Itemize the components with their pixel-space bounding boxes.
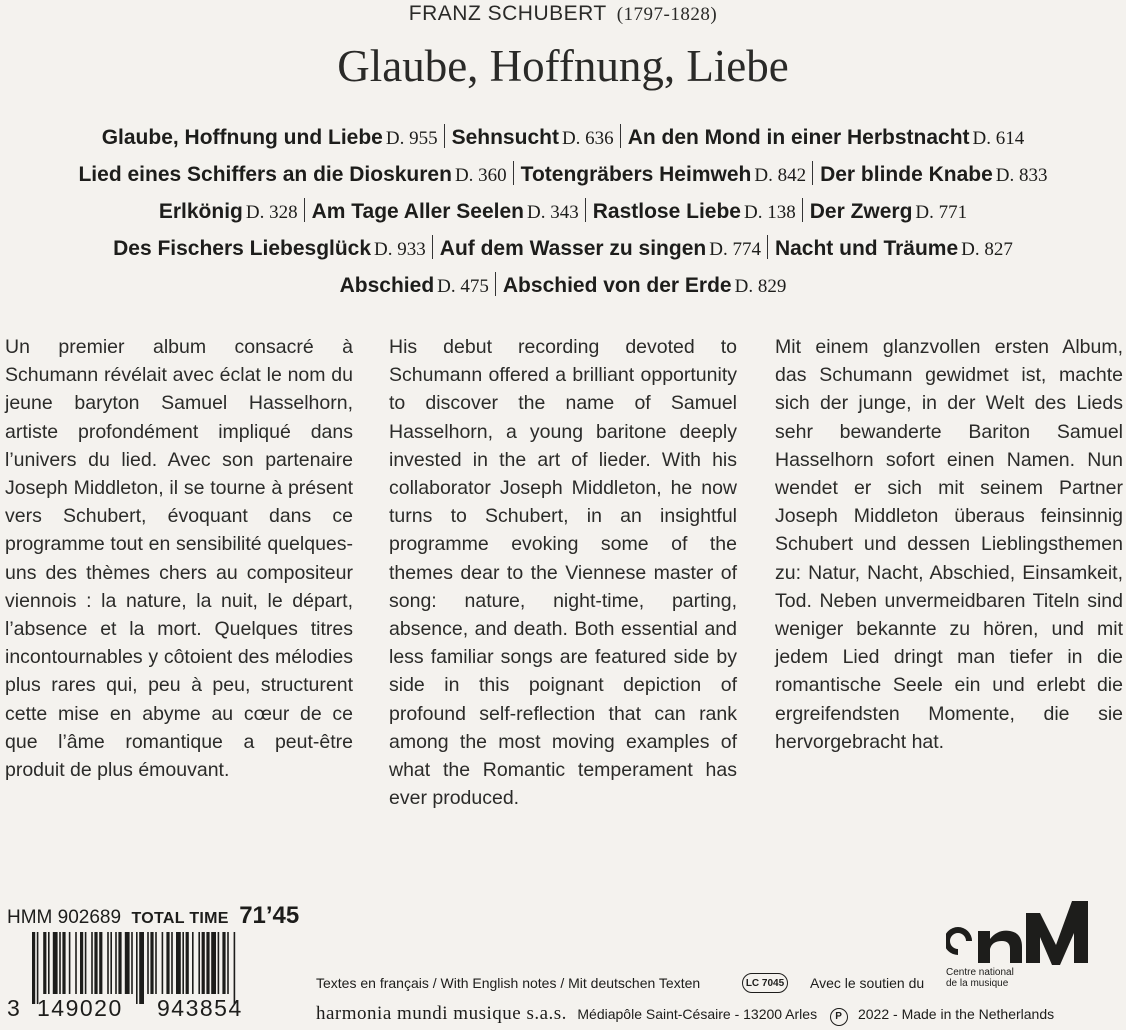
copyright-text: 2022 - Made in the Netherlands	[857, 1006, 1055, 1022]
barcode-bar	[125, 932, 130, 994]
track-separator	[802, 198, 803, 222]
track-item	[340, 274, 489, 297]
track-title: Lied eines Schiffers an die Dioskuren	[78, 163, 452, 186]
track-title: Des Fischers Liebesglück	[113, 237, 372, 260]
track-item	[452, 126, 614, 149]
lc-badge-icon: LC 7045	[742, 973, 788, 993]
barcode-bar	[110, 932, 112, 994]
album-title: Glaube, Hoffnung, Liebe	[337, 41, 789, 91]
barcode-icon	[32, 932, 278, 1004]
barcode-bar	[202, 932, 205, 994]
barcode-bar	[234, 932, 236, 1004]
track-title: Auf dem Wasser zu singen	[439, 237, 707, 260]
paragraph-english: His debut recording devoted to Schumann offered a brilliant opportunity to discover the name of Samuel Hasselhorn, a young baritone deeply invested in the art of lieder. With his collaborator Joseph Middleton, he now turns to Schubert, in an insightful programme evoking some of the themes dear to the Viennese master of song: nature, night-time, parting, absence, and death. Both essential and less familiar songs are featured side by side in this poignant depiction of profound self-reflection that can rank among the most moving examples of what the Romantic temperament has ever produced.	[389, 336, 737, 810]
barcode-bar	[147, 932, 149, 994]
barcode-bar	[171, 932, 173, 994]
track-separator	[620, 124, 621, 148]
track-item	[312, 200, 579, 223]
barcode-bar	[91, 932, 93, 994]
track-item	[810, 200, 967, 223]
barcode-bar	[222, 932, 225, 994]
text-french	[5, 333, 353, 784]
barcode-bar	[43, 932, 46, 994]
track-item	[503, 274, 786, 297]
total-time-value: 71’45	[239, 902, 300, 929]
barcode-bar	[53, 932, 58, 994]
support-note: Avec le soutien du	[810, 975, 925, 991]
track-title: An den Mond in einer Herbstnacht	[627, 126, 970, 149]
barcode-digit-lead: 3	[7, 995, 22, 1021]
text-english	[389, 333, 737, 812]
track-title: Am Tage Aller Seelen	[311, 200, 525, 223]
barcode-digit-group-2: 943854	[157, 995, 243, 1021]
track-catalog-number: D. 955	[385, 128, 438, 149]
track-catalog-number: D. 827	[961, 239, 1013, 260]
barcode-bar	[136, 932, 138, 1004]
barcode-bar	[118, 932, 121, 994]
track-item	[820, 163, 1047, 186]
barcode-bar	[80, 932, 83, 994]
barcode-bar	[75, 932, 77, 994]
track-item	[628, 126, 1025, 149]
barcode-bar	[32, 932, 35, 1004]
track-title: Abschied	[339, 274, 435, 297]
track-separator	[304, 198, 305, 222]
barcode-bar	[206, 932, 209, 994]
barcode-bar	[115, 932, 117, 994]
barcode-bar	[69, 932, 71, 994]
barcode-bar	[150, 932, 153, 994]
track-separator	[767, 235, 768, 259]
barcode-bar	[186, 932, 189, 994]
track-item	[113, 237, 426, 260]
barcode-bar	[227, 932, 229, 994]
track-title: Der blinde Knabe	[820, 163, 993, 186]
paragraph-german: Mit einem glanzvollen ersten Album, das Schumann gewidmet ist, machte sich der junge, in der Welt des Lieds sehr bewanderte Bariton Samuel Hasselhorn sofort einen Namen. Nun wendet er sich mit seinem Partner Joseph Middleton überaus feinsinnig Schubert und dessen Lieblingsthemen zu: Natur, Nacht, Abschied, Einsamkeit, Tod. Neben unvermeidbaren Titeln sind weniger bekannte zu hören, und mit jedem Lied dringt man tiefer in die romantische Seele ein und erlebt die ergreifendsten Momente, die sie hervorgebracht hat.	[775, 336, 1123, 753]
barcode-bar	[139, 932, 144, 1004]
track-list	[0, 123, 1126, 308]
track-item	[521, 163, 806, 186]
publisher-address: Médiapôle Saint-Césaire - 13200 Arles	[577, 1006, 818, 1022]
track-separator	[513, 161, 514, 185]
track-catalog-number: D. 343	[527, 202, 579, 223]
track-separator	[585, 198, 586, 222]
composer-header	[0, 2, 1126, 26]
cnm-caption-line-1: Centre national	[946, 967, 1014, 978]
barcode-bar	[198, 932, 200, 994]
barcode-bars	[32, 932, 278, 1004]
track-catalog-number: D. 842	[754, 165, 807, 186]
track-item	[78, 163, 506, 186]
track-separator	[444, 124, 445, 148]
track-title: Erlkönig	[158, 200, 243, 223]
track-line	[0, 197, 1126, 234]
barcode-bar	[182, 932, 184, 994]
track-catalog-number: D. 475	[437, 276, 489, 297]
barcode-bar	[211, 932, 216, 994]
catalog-info	[7, 902, 299, 930]
catalog-number: HMM 902689	[7, 907, 122, 928]
paragraph-french: Un premier album consacré à Schumann révélait avec éclat le nom du jeune baryton Samuel Hasselhorn, artiste profondément impliqué dans l’univers du lied. Avec son partenaire Joseph Middleton, il se tourne à présent vers Schubert, évoquant dans ce programme tout en sensibilité quelques-uns des thèmes chers au compositeur viennois : la nature, la nuit, le départ, l’absence et la mort. Quelques titres incontournables y côtoient des mélodies plus rares qui, peu à peu, structurent cette mise en abyme au cœur de ce que l’âme romantique a peut-être produit de plus émouvant.	[5, 336, 353, 782]
barcode-bar	[218, 932, 220, 994]
track-catalog-number: D. 933	[374, 239, 426, 260]
track-title: Rastlose Liebe	[592, 200, 741, 223]
composer-dates: (1797-1828)	[616, 4, 718, 25]
barcode-bar	[62, 932, 65, 994]
barcode-bar	[94, 932, 97, 994]
track-catalog-number: D. 774	[709, 239, 761, 260]
barcode-bar	[37, 932, 39, 1004]
track-catalog-number: D. 614	[972, 128, 1025, 149]
track-line	[0, 271, 1126, 308]
composer-name: FRANZ SCHUBERT	[408, 2, 607, 25]
barcode-bar	[107, 932, 109, 994]
track-catalog-number: D. 138	[743, 202, 796, 223]
track-catalog-number: D. 328	[245, 202, 298, 223]
track-title: Nacht und Träume	[774, 237, 959, 260]
phonogram-p-icon: P	[830, 1008, 848, 1026]
track-catalog-number: D. 829	[734, 276, 787, 297]
barcode-digit-group-1: 149020	[37, 995, 123, 1021]
cnm-logo-icon	[946, 893, 1096, 977]
track-separator	[495, 272, 496, 296]
track-title: Der Zwerg	[809, 200, 913, 223]
track-item	[593, 200, 796, 223]
total-time-label: TOTAL TIME	[131, 910, 229, 927]
track-item	[159, 200, 298, 223]
track-title: Glaube, Hoffnung und Liebe	[101, 126, 383, 149]
track-title: Sehnsucht	[451, 126, 559, 149]
track-line	[0, 234, 1126, 271]
publisher-line	[316, 1003, 1054, 1026]
barcode-bar	[162, 932, 164, 994]
track-separator	[812, 161, 813, 185]
cnm-caption	[946, 967, 1014, 989]
barcode-bar	[99, 932, 102, 994]
track-catalog-number: D. 771	[915, 202, 968, 223]
track-item	[440, 237, 761, 260]
barcode-bar	[59, 932, 61, 994]
barcode-bar	[155, 932, 157, 994]
track-catalog-number: D. 636	[561, 128, 614, 149]
track-item	[775, 237, 1013, 260]
languages-note: Textes en français / With English notes / Mit deutschen Texten	[316, 975, 701, 991]
barcode-bar	[192, 932, 194, 994]
barcode-bar	[176, 932, 181, 994]
barcode-bar	[48, 932, 50, 994]
barcode-bar	[131, 932, 133, 994]
track-line	[0, 160, 1126, 197]
track-title: Totengräbers Heimweh	[520, 163, 752, 186]
barcode-bar	[166, 932, 169, 994]
text-german	[775, 333, 1123, 756]
barcode-bar	[85, 932, 87, 994]
track-item	[102, 126, 438, 149]
track-catalog-number: D. 833	[995, 165, 1048, 186]
publisher-name: harmonia mundi musique s.a.s.	[316, 1003, 567, 1024]
track-line	[0, 123, 1126, 160]
track-separator	[432, 235, 433, 259]
track-catalog-number: D. 360	[454, 165, 507, 186]
cnm-caption-line-2: de la musique	[946, 978, 1009, 989]
track-title: Abschied von der Erde	[502, 274, 732, 297]
